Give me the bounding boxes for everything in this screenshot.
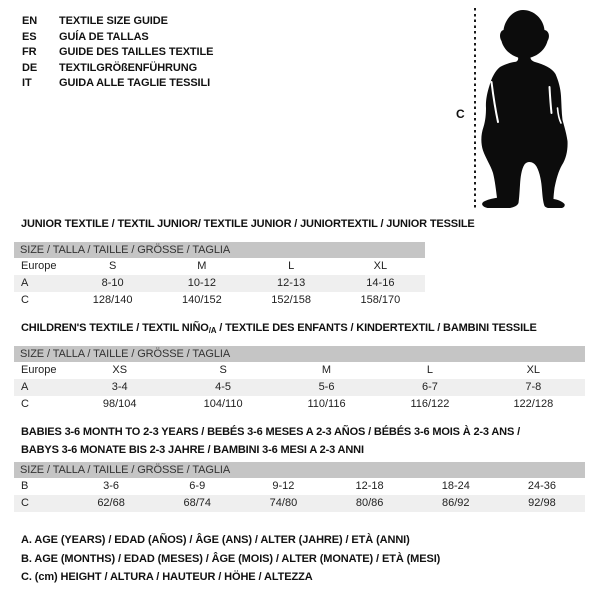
lang-row-de xyxy=(22,61,213,77)
table-cell: L xyxy=(288,260,295,272)
table-cell: M xyxy=(321,364,332,376)
row-label: C xyxy=(21,294,29,306)
row-label: A xyxy=(21,277,29,289)
row-label: Europe xyxy=(21,364,57,376)
language-title-list xyxy=(22,14,213,92)
table-cell: 9-12 xyxy=(272,480,295,492)
table-cell: 128/140 xyxy=(92,294,133,306)
children-table-title-sub: /A xyxy=(208,326,217,335)
children-table-title-pre: CHILDREN'S TEXTILE / TEXTIL NIÑO xyxy=(21,322,209,334)
table-cell: 8-10 xyxy=(101,277,124,289)
table-row xyxy=(14,362,585,379)
table-cell: S xyxy=(108,260,117,272)
table-cell: 10-12 xyxy=(187,277,216,289)
table-cell: 7-8 xyxy=(525,381,542,393)
junior-table-title-text: JUNIOR TEXTILE / TEXTIL JUNIOR/ TEXTILE JUNIOR / JUNIORTEXTIL / JUNIOR TESSILE xyxy=(21,218,475,230)
children-table-title-post: / TEXTILE DES ENFANTS / KINDERTEXTIL / BAMBINI TESSILE xyxy=(216,322,537,334)
lang-title: TEXTILE SIZE GUIDE xyxy=(59,15,168,27)
table-row xyxy=(14,379,585,396)
footnote-age-months: B. AGE (MONTHS) / EDAD (MESES) / ÂGE (MOIS) / ALTER (MONATE) / ETÀ (MESI) xyxy=(21,552,441,565)
table-row xyxy=(14,396,585,413)
size-header-bar: SIZE / TALLA / TAILLE / GRÖSSE / TAGLIA xyxy=(14,462,585,478)
table-cell: 5-6 xyxy=(318,381,335,393)
table-cell: 86/92 xyxy=(442,497,470,509)
row-label: Europe xyxy=(21,260,57,272)
table-cell: S xyxy=(219,364,227,376)
table-row xyxy=(14,495,585,512)
children-size-table xyxy=(14,346,585,413)
table-cell: 12-13 xyxy=(277,277,306,289)
lang-title: GUÍA DE TALLAS xyxy=(59,30,149,43)
lang-code: DE xyxy=(22,61,38,74)
table-cell: 18-24 xyxy=(441,480,470,492)
table-cell: 116/122 xyxy=(410,398,450,410)
table-cell: 104/110 xyxy=(203,398,243,410)
size-header-bar: SIZE / TALLA / TAILLE / GRÖSSE / TAGLIA xyxy=(14,346,585,362)
footnote-height-cm: C. (cm) HEIGHT / ALTURA / HAUTEUR / HÖHE / ALTEZZA xyxy=(21,571,313,583)
table-cell: 4-5 xyxy=(215,381,232,393)
table-cell: 12-18 xyxy=(355,480,384,492)
height-measure-label: C xyxy=(456,107,465,121)
row-label: B xyxy=(21,480,29,492)
table-cell: XL xyxy=(526,364,541,376)
babies-table-title-line1: BABIES 3-6 MONTH TO 2-3 YEARS / BEBÉS 3-6 MESES A 2-3 AÑOS / BÉBÉS 3-6 MOIS À 2-3 ANS / xyxy=(21,426,520,438)
height-measure-dashed-line xyxy=(474,8,476,208)
lang-title: GUIDE DES TAILLES TEXTILE xyxy=(59,46,214,58)
table-cell: 98/104 xyxy=(102,398,137,410)
table-cell: 62/68 xyxy=(97,497,125,509)
table-cell: 152/158 xyxy=(271,294,311,306)
table-cell: 74/80 xyxy=(269,497,298,509)
lang-code: EN xyxy=(22,15,38,27)
junior-size-table xyxy=(14,242,425,309)
lang-code: FR xyxy=(22,46,37,58)
table-cell: 24-36 xyxy=(527,480,557,492)
table-cell: M xyxy=(197,260,207,272)
row-label: A xyxy=(21,381,29,393)
lang-code: ES xyxy=(22,30,37,43)
lang-title: GUIDA ALLE TAGLIE TESSILI xyxy=(59,77,211,89)
children-table-title xyxy=(21,320,537,340)
babies-table-title xyxy=(21,424,520,459)
table-cell: 158/170 xyxy=(360,294,401,306)
row-label: C xyxy=(21,398,29,410)
table-row xyxy=(14,258,425,275)
table-cell: 110/116 xyxy=(307,398,346,410)
table-cell: L xyxy=(426,364,433,376)
table-cell: 140/152 xyxy=(181,294,222,306)
footnote-age-years: A. AGE (YEARS) / EDAD (AÑOS) / ÂGE (ANS) / ALTER (JAHRE) / ETÀ (ANNI) xyxy=(21,534,410,546)
table-cell: 80/86 xyxy=(355,497,384,509)
lang-row-es xyxy=(22,30,213,46)
table-row xyxy=(14,275,425,292)
table-cell: 3-6 xyxy=(103,480,120,492)
row-label: C xyxy=(21,497,29,509)
junior-table-title xyxy=(21,216,475,234)
baby-silhouette-icon xyxy=(477,8,569,208)
table-cell: XS xyxy=(112,364,128,376)
lang-title: TEXTILGRÖßENFÜHRUNG xyxy=(59,61,198,74)
table-cell: 122/128 xyxy=(513,398,554,410)
size-header-bar: SIZE / TALLA / TAILLE / GRÖSSE / TAGLIA xyxy=(14,242,425,258)
table-cell: 6-9 xyxy=(189,480,206,492)
lang-row-it xyxy=(22,76,213,92)
table-cell: 68/74 xyxy=(183,497,212,509)
table-cell: 92/98 xyxy=(528,497,556,509)
table-row xyxy=(14,292,425,309)
table-cell: 3-4 xyxy=(111,381,128,393)
table-cell: 6-7 xyxy=(421,381,438,393)
babies-table-title-line2: BABYS 3-6 MONATE BIS 2-3 JAHRE / BAMBINI 3-6 MESI A 2-3 ANNI xyxy=(21,443,364,456)
lang-row-fr xyxy=(22,45,213,61)
table-cell: 14-16 xyxy=(366,277,395,289)
lang-code: IT xyxy=(22,77,32,89)
babies-size-table xyxy=(14,462,585,512)
table-row xyxy=(14,478,585,495)
table-cell: XL xyxy=(373,260,388,272)
footnote-legend xyxy=(21,531,440,587)
lang-row-en xyxy=(22,14,213,30)
